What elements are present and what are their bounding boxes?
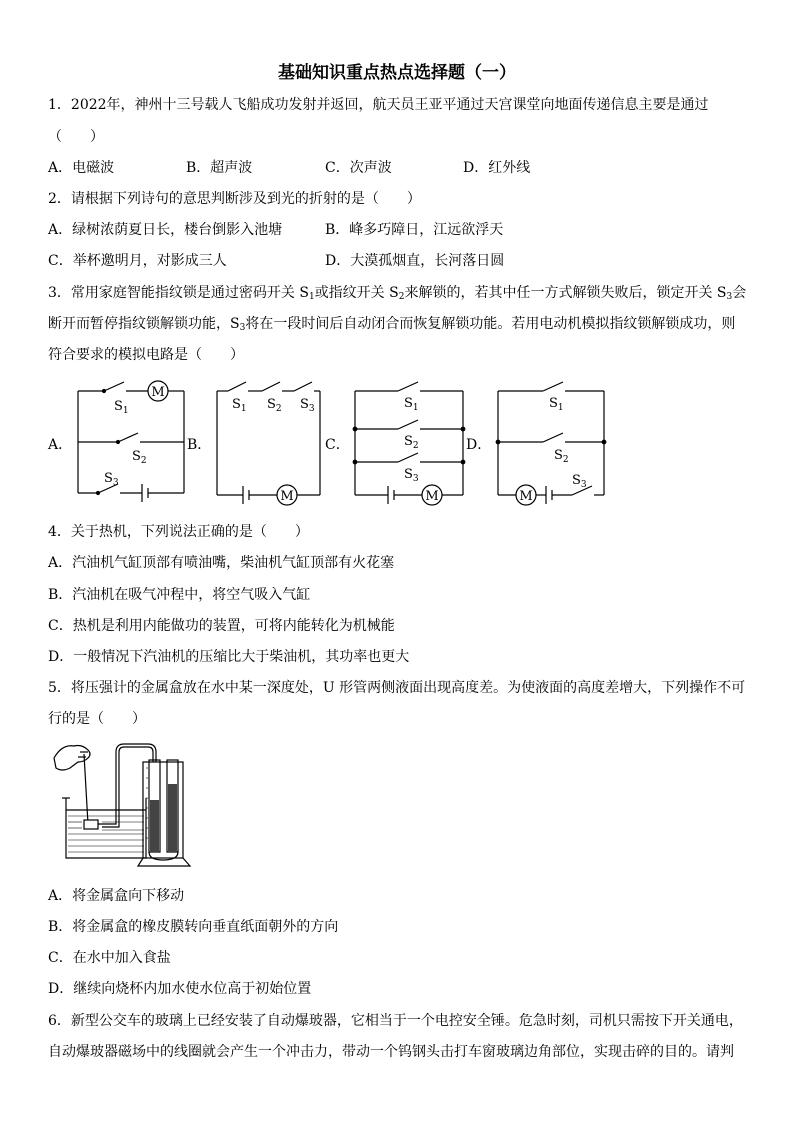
q1-stem-line1: 1．2022年，神州十三号载人飞船成功发射并返回，航天员王亚平通过天宫课堂向地面传递信息主要是通过 xyxy=(48,97,709,113)
q3-circuit-diagrams xyxy=(0,370,794,515)
q2-option-d: D．大漠孤烟直，长河落日圆 xyxy=(325,253,505,269)
q3-stem-line3: 符合要求的模拟电路是（ ） xyxy=(48,347,244,363)
switch-label: $S_3$ xyxy=(300,397,315,414)
q6-stem-line1: 6．新型公交车的玻璃上已经安装了自动爆玻器，它相当于一个电控安全锤。危急时刻，司机只需按下开关通电， xyxy=(48,1013,743,1029)
switch-label: $S_3$ xyxy=(404,467,419,484)
pressure-gauge-illustration xyxy=(44,738,194,870)
switch-label: $S_3$ xyxy=(572,473,587,490)
switch-label: $S_2$ xyxy=(554,448,569,465)
q2-stem: 2．请根据下列诗句的意思判断涉及到光的折射的是（ ） xyxy=(48,191,421,207)
circuit-a xyxy=(78,381,184,502)
switch-label: $S_2$ xyxy=(132,449,147,466)
q5-option-b: B．将金属盒的橡皮膜转向垂直纸面朝外的方向 xyxy=(48,919,339,935)
switch-label: $S_1$ xyxy=(549,396,564,413)
q5-option-a: A．将金属盒向下移动 xyxy=(48,888,185,904)
q1-option-b: B．超声波 xyxy=(186,160,253,176)
motor-label-b: M xyxy=(280,489,294,504)
q5-stem-line1: 5．将压强计的金属盒放在水中某一深度处，U 形管两侧液面出现高度差。为使液面的高度差增大，下列操作不可 xyxy=(48,680,746,696)
q3-stem-line2: 断开而暂停指纹锁解锁功能，$S_3$将在一段时间后自动闭合而恢复解锁功能。若用电动机模拟指纹锁解锁成功，则 xyxy=(48,316,736,333)
q3-stem-line1: 3．常用家庭智能指纹锁是通过密码开关 $S_1$或指纹开关 $S_2$来解锁的，若其中任一方式解锁失败后，锁定开关 $S_3$会 xyxy=(48,285,747,302)
switch-label: $S_1$ xyxy=(404,396,419,413)
switch-label: $S_2$ xyxy=(267,397,282,414)
motor-label-d: M xyxy=(519,489,533,504)
q5-stem-line2: 行的是（ ） xyxy=(48,711,146,727)
q3-circuit-a-label: A． xyxy=(48,437,73,453)
page-title: 基础知识重点热点选择题（一） xyxy=(278,63,516,83)
q3-circuit-b-label: B． xyxy=(187,437,212,453)
q5-option-d: D．继续向烧杯内加水使水位高于初始位置 xyxy=(48,981,312,997)
q2-option-c: C．举杯邀明月，对影成三人 xyxy=(48,253,227,269)
q2-option-b: B．峰多巧障日，江远欲浮天 xyxy=(325,222,504,238)
q6-stem-line2: 自动爆玻器磁场中的线圈就会产生一个冲击力，带动一个钨钢头击打车窗玻璃边角部位，实现击碎的目的。请判 xyxy=(48,1044,734,1060)
switch-label: $S_2$ xyxy=(404,434,419,451)
switch-label: $S_1$ xyxy=(114,399,129,416)
q1-stem-line2: （ ） xyxy=(48,129,104,145)
q1-option-d: D．红外线 xyxy=(463,160,531,176)
q4-stem: 4．关于热机，下列说法正确的是（ ） xyxy=(48,524,309,540)
q1-option-c: C．次声波 xyxy=(325,160,392,176)
q5-option-c: C．在水中加入食盐 xyxy=(48,950,171,966)
switch-label: $S_3$ xyxy=(104,471,119,488)
q4-option-a: A．汽油机气缸顶部有喷油嘴，柴油机气缸顶部有火花塞 xyxy=(48,555,395,571)
q1-option-a: A．电磁波 xyxy=(48,160,115,176)
q2-option-a: A．绿树浓荫夏日长，楼台倒影入池塘 xyxy=(48,222,283,238)
q3-circuit-d-label: D． xyxy=(466,437,492,453)
q4-option-b: B．汽油机在吸气冲程中，将空气吸入气缸 xyxy=(48,587,311,603)
q4-option-d: D．一般情况下汽油机的压缩比大于柴油机，其功率也更大 xyxy=(48,649,410,665)
switch-label: $S_1$ xyxy=(232,397,247,414)
q3-circuit-c-label: C． xyxy=(325,437,350,453)
q4-option-c: C．热机是利用内能做功的装置，可将内能转化为机械能 xyxy=(48,618,395,634)
motor-label-c: M xyxy=(425,489,439,504)
motor-label-a: M xyxy=(151,385,165,400)
